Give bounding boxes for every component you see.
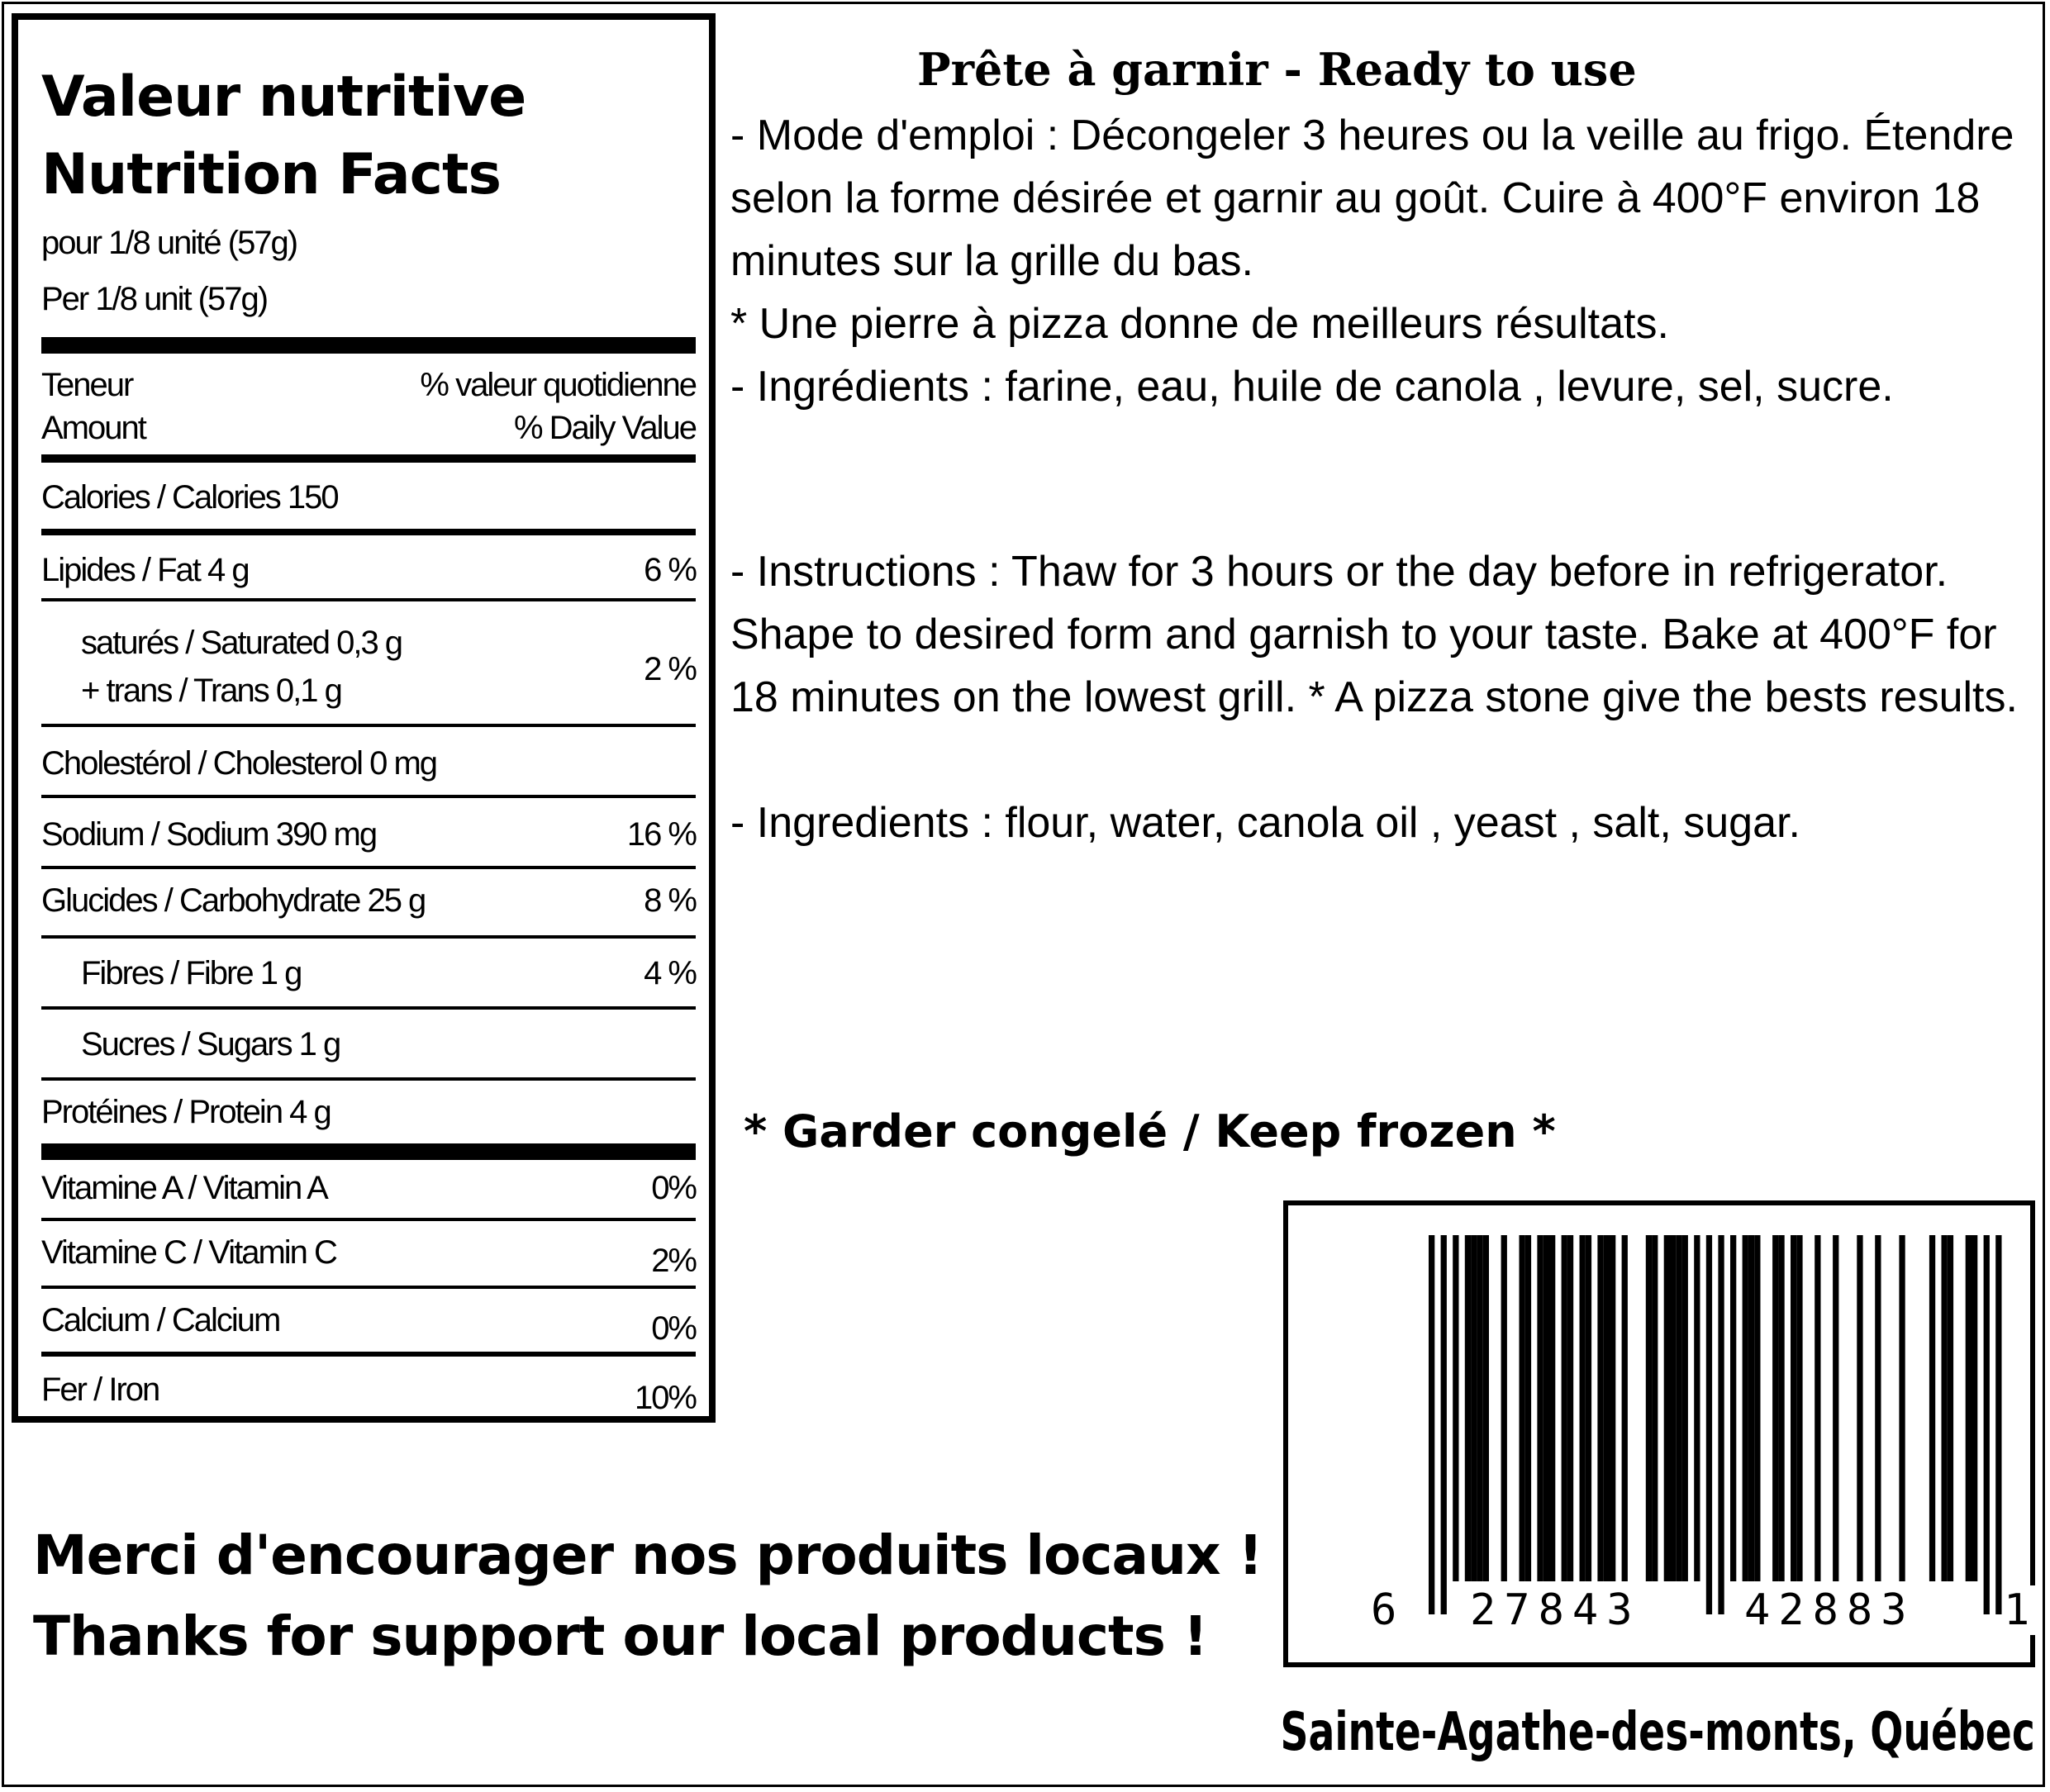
barcode-bar — [1567, 1235, 1573, 1581]
barcode-digit-last: 1 — [2004, 1585, 2038, 1635]
nutrient-label: Sodium / Sodium 390 mg — [41, 816, 377, 853]
divider — [41, 1006, 696, 1010]
barcode-bar — [1610, 1235, 1615, 1581]
barcode-bar — [1562, 1235, 1567, 1581]
barcode-bar — [1670, 1235, 1676, 1581]
nutrient-label: Cholestérol / Cholesterol 0 mg — [41, 745, 437, 782]
nutrient-label: Fibres / Fibre 1 g — [81, 955, 302, 991]
barcode-bar — [1471, 1235, 1477, 1581]
barcode-bar — [1682, 1235, 1688, 1581]
barcode-bar — [1694, 1235, 1700, 1581]
nutrient-label: + trans / Trans 0,1 g — [81, 673, 341, 709]
barcode-bar — [1718, 1235, 1724, 1614]
nutrient-label: Sucres / Sugars 1 g — [81, 1026, 340, 1062]
barcode-bar — [1875, 1235, 1881, 1581]
barcode-bar — [1754, 1235, 1760, 1581]
nutrient-label: Protéines / Protein 4 g — [41, 1094, 331, 1130]
barcode — [1283, 1200, 2038, 1667]
barcode-bar — [1857, 1235, 1862, 1581]
product-heading: Prête à garnir - Ready to use — [917, 43, 1637, 96]
location-text: Sainte-Agathe-des-monts, Québec — [1280, 1702, 2035, 1763]
thanks-fr: Merci d'encourager nos produits locaux ! — [33, 1523, 1263, 1587]
thanks-en: Thanks for support our local products ! — [33, 1604, 1207, 1668]
calories-label: Calories / Calories 150 — [41, 479, 338, 516]
barcode-bar — [1441, 1235, 1447, 1614]
barcode-bar — [1791, 1235, 1796, 1581]
nutrient-dv: 6 % — [644, 552, 696, 588]
barcode-bar — [1664, 1235, 1670, 1581]
amount-label-fr: Teneur — [41, 367, 133, 403]
serving-size-en: Per 1/8 unit (57g) — [41, 281, 268, 317]
nutrient-dv: 8 % — [644, 882, 696, 919]
barcode-bar — [1748, 1235, 1754, 1581]
barcode-digit-first: 6 — [1371, 1585, 1406, 1635]
barcode-bar — [1586, 1235, 1591, 1581]
nutrition-title-en: Nutrition Facts — [41, 142, 501, 207]
barcode-bar — [1597, 1235, 1603, 1581]
medium-divider — [41, 454, 696, 463]
barcode-bar — [1772, 1235, 1778, 1581]
barcode-bar — [1995, 1235, 2001, 1614]
nutrient-label: saturés / Saturated 0,3 g — [81, 625, 402, 661]
nutrition-facts-table — [12, 13, 716, 1423]
barcode-bar — [1465, 1235, 1471, 1581]
keep-frozen-notice: * Garder congelé / Keep frozen * — [744, 1105, 1556, 1157]
daily-value-label-fr: % valeur quotidienne — [420, 367, 696, 403]
nutrition-title-fr: Valeur nutritive — [41, 64, 526, 130]
thick-divider — [41, 337, 696, 354]
barcode-bar — [1501, 1235, 1507, 1581]
barcode-bar — [1706, 1235, 1712, 1614]
barcode-bar — [1652, 1235, 1658, 1581]
barcode-bar — [1549, 1235, 1555, 1581]
nutrient-label: Fer / Iron — [41, 1371, 159, 1408]
instructions-en: - Instructions : Thaw for 3 hours or the day before in refrigerator. Shape to desired form and garnish to your taste. Bake at 400°F for 18 minutes on the lowest grill. * A pizza stone give the bests results. — [730, 548, 2018, 721]
barcode-bar — [1815, 1235, 1820, 1581]
barcode-bar — [1948, 1235, 1953, 1581]
barcode-bar — [1537, 1235, 1543, 1581]
barcode-bar — [1525, 1235, 1531, 1581]
barcode-bar — [1483, 1235, 1489, 1581]
barcode-digits-right: 42883 — [1744, 1585, 1915, 1635]
barcode-bar — [1477, 1235, 1482, 1581]
barcode-digits-left: 27843 — [1470, 1585, 1641, 1635]
barcode-bar — [1743, 1235, 1748, 1581]
nutrient-dv: 10% — [634, 1380, 696, 1416]
barcode-bar — [1429, 1235, 1434, 1614]
divider — [41, 1352, 696, 1357]
nutrient-label: Vitamine C / Vitamin C — [41, 1234, 336, 1271]
nutrient-dv: 2 % — [644, 651, 696, 687]
barcode-bar — [1899, 1235, 1905, 1581]
nutrient-dv: 0% — [651, 1310, 696, 1347]
barcode-bar — [1543, 1235, 1549, 1581]
nutrient-dv: 0% — [651, 1170, 696, 1206]
divider — [41, 935, 696, 939]
divider — [41, 866, 696, 869]
barcode-bar — [1972, 1235, 1977, 1581]
ingredients-en: - Ingredients : flour, water, canola oil , yeast , salt, sugar. — [730, 799, 1800, 847]
nutrient-dv: 2% — [651, 1243, 696, 1279]
thick-divider — [41, 1143, 696, 1160]
barcode-bar — [1730, 1235, 1736, 1581]
divider — [41, 1077, 696, 1081]
serving-size-fr: pour 1/8 unité (57g) — [41, 225, 297, 261]
barcode-bar — [1580, 1235, 1586, 1581]
divider — [41, 795, 696, 798]
barcode-bar — [1604, 1235, 1610, 1581]
divider — [41, 1286, 696, 1289]
barcode-bar — [1676, 1235, 1681, 1581]
nutrient-label: Calcium / Calcium — [41, 1302, 280, 1338]
nutrient-label: Glucides / Carbohydrate 25 g — [41, 882, 426, 919]
barcode-bar — [1833, 1235, 1838, 1581]
instructions-fr: - Mode d'emploi : Décongeler 3 heures ou la veille au frigo. Étendre selon la forme désirée et garnir au goût. Cuire à 400°F environ 18 minutes sur la grille du bas. — [730, 112, 2014, 285]
barcode-bar — [1778, 1235, 1784, 1581]
nutrient-dv: 4 % — [644, 955, 696, 991]
divider — [41, 598, 696, 601]
barcode-bar — [1929, 1235, 1935, 1581]
divider — [41, 1218, 696, 1221]
tip-fr: * Une pierre à pizza donne de meilleurs résultats. — [730, 300, 1669, 348]
barcode-bar — [1622, 1235, 1628, 1581]
daily-value-label-en: % Daily Value — [513, 410, 696, 446]
ingredients-fr: - Ingrédients : farine, eau, huile de canola , levure, sel, sucre. — [730, 363, 1894, 411]
barcode-bar — [1984, 1235, 1990, 1614]
barcode-bar — [1520, 1235, 1525, 1581]
barcode-bar — [1646, 1235, 1652, 1581]
barcode-bar — [1453, 1235, 1458, 1581]
barcode-bar — [1796, 1235, 1802, 1581]
nutrient-label: Lipides / Fat 4 g — [41, 552, 249, 588]
barcode-bar — [1942, 1235, 1948, 1581]
divider — [41, 724, 696, 727]
nutrient-label: Vitamine A / Vitamin A — [41, 1170, 327, 1206]
nutrient-dv: 16 % — [626, 816, 696, 853]
divider — [41, 529, 696, 535]
barcode-bar — [1966, 1235, 1972, 1581]
amount-label-en: Amount — [41, 410, 145, 446]
